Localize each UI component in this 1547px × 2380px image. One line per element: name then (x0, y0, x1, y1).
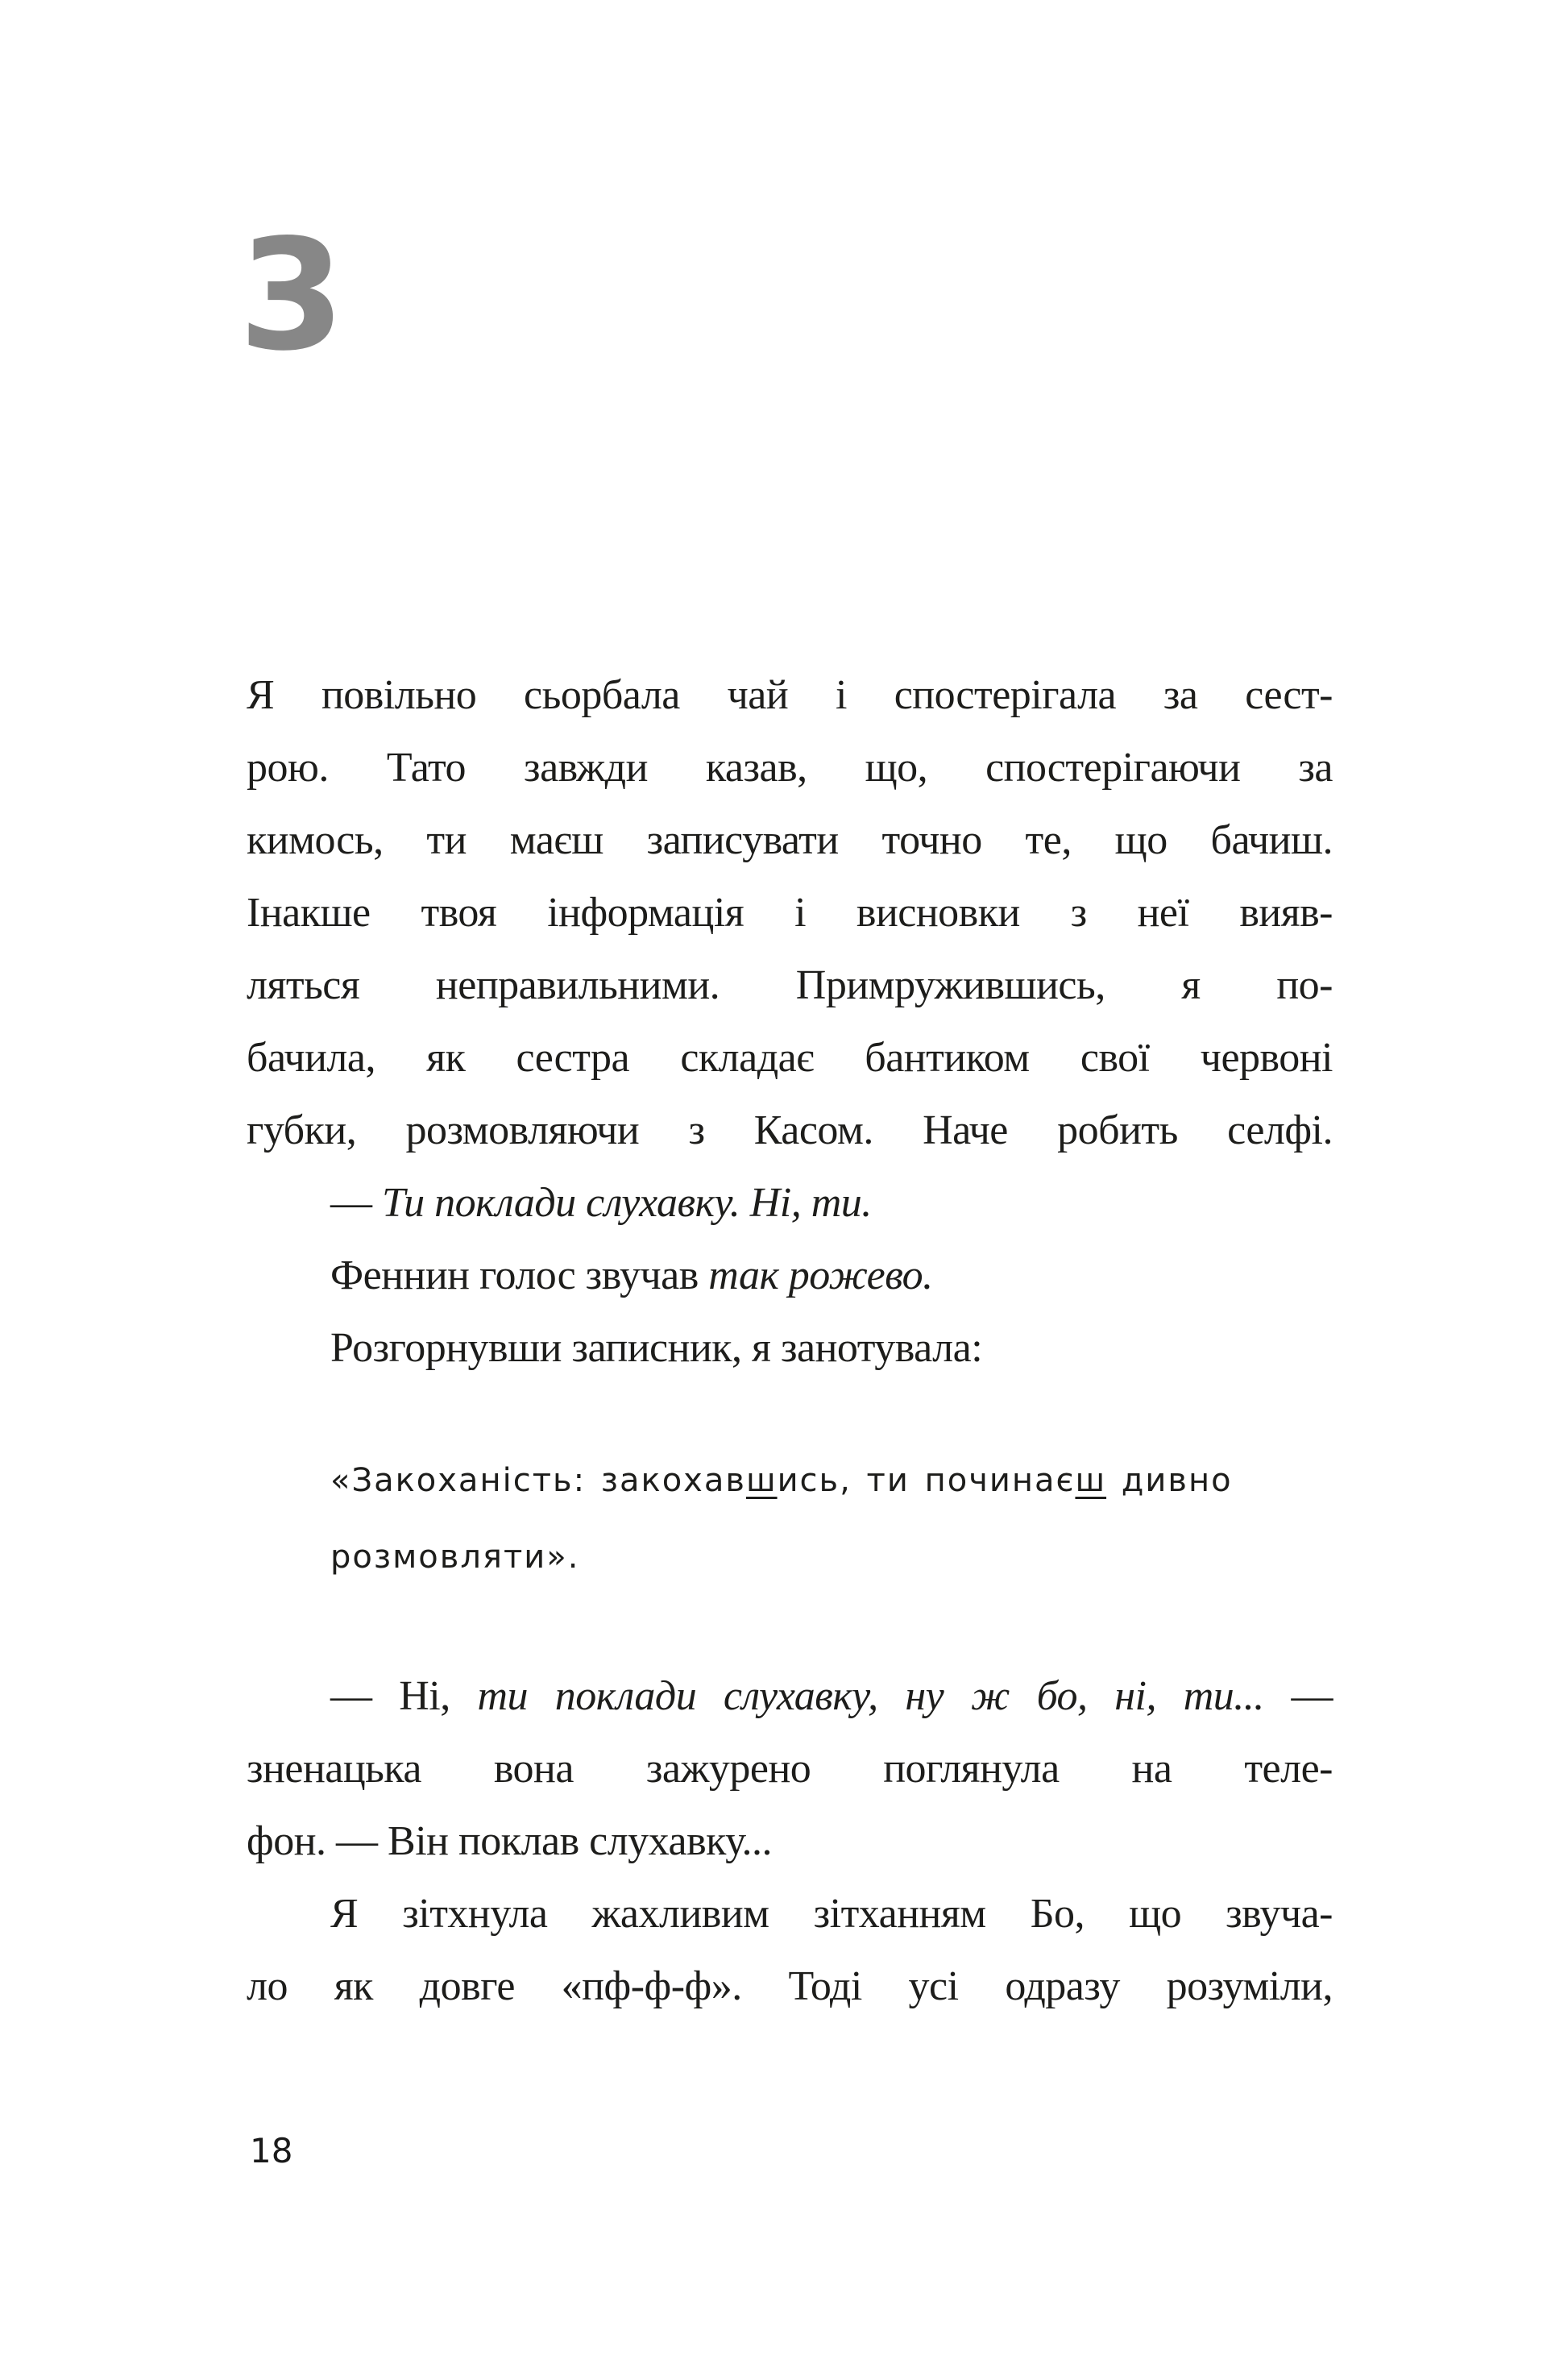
body-line: Я повільно сьорбала чай і спостерігала за сест- (247, 672, 1333, 718)
handwritten-note (330, 1443, 1338, 1596)
body-line: фон. — Він поклав слухавку... (247, 1818, 772, 1864)
dialogue-italic-text: Ти поклади слухавку. Ні, ти. (382, 1180, 872, 1226)
note-text-segment: «Закоханість: закохав (330, 1462, 746, 1499)
note-line: розмовляти». (330, 1539, 580, 1576)
note-underlined-letter: ш (1075, 1462, 1107, 1499)
chapter-number: 3 (238, 206, 346, 384)
body-text-block-upper (247, 659, 1333, 1385)
dialogue-italic-text: ти поклади слухавку, ну ж бо, ні, ти... (477, 1673, 1292, 1719)
body-line: кимось, ти маєш записувати точно те, що бачиш. (247, 817, 1333, 863)
narration-normal-text: Феннин голос звучав (330, 1252, 709, 1298)
narration-italic-text: так рожево. (708, 1252, 933, 1298)
body-line: зненацька вона зажурено поглянула на теле- (247, 1746, 1333, 1792)
note-text-segment: ись, ти починає (777, 1462, 1076, 1499)
body-line: ляться неправильними. Примружившись, я по- (247, 962, 1333, 1008)
dialogue-line (247, 1660, 1333, 1733)
dialogue-line (247, 1167, 1333, 1240)
note-text-segment: дивно (1106, 1462, 1233, 1499)
body-line: рою. Тато завжди казав, що, спостерігаючи за (247, 745, 1333, 791)
body-line: ло як довге «пф-ф-ф». Тоді усі одразу розуміли, (247, 1963, 1333, 2009)
note-underlined-letter: ш (745, 1462, 778, 1499)
body-line: бачила, як сестра складає бантиком свої червоні (247, 1035, 1333, 1081)
narration-line (247, 1240, 1333, 1312)
dialogue-dash: — (330, 1180, 382, 1226)
body-line: Я зітхнула жахливим зітханням Бо, що звуча- (330, 1891, 1333, 1937)
body-line: Інакше твоя інформація і висновки з неї вияв- (247, 890, 1333, 936)
page-number: 18 (250, 2131, 293, 2170)
note-line (330, 1443, 1338, 1519)
narration-line: Розгорнувши записник, я занотувала: (330, 1325, 983, 1371)
dialogue-dash: — (1291, 1673, 1333, 1719)
body-line: губки, розмовляючи з Касом. Наче робить селфі. (247, 1107, 1333, 1153)
dialogue-dash: — Ні, (330, 1673, 478, 1719)
body-text-block-lower (247, 1660, 1333, 2023)
